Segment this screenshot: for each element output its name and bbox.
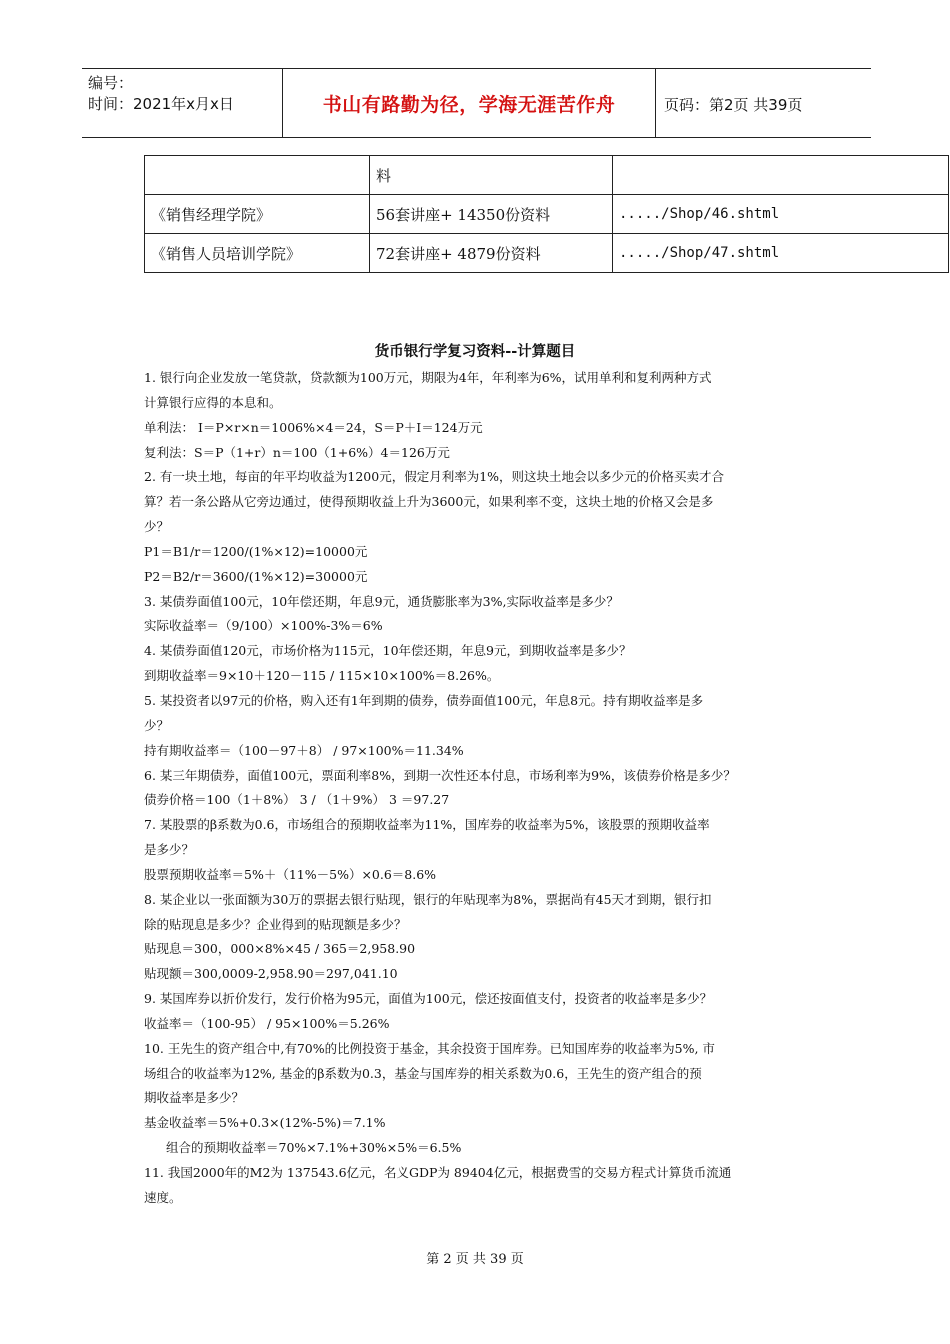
text-line: 场组合的收益率为12%, 基金的β系数为0.3，基金与国库券的相关系数为0.6，王先生的资产组合的预	[144, 1065, 702, 1081]
resource-table	[144, 155, 949, 273]
header-motto-cell	[282, 69, 656, 137]
document-body	[144, 366, 804, 1211]
text-line: 实际收益率＝（9/100）×100%-3%＝6%	[144, 618, 383, 634]
section-title: 货币银行学复习资料--计算题目	[374, 344, 576, 360]
text-line: 少？	[144, 519, 170, 535]
table-cell: 《销售经理学院》	[145, 195, 370, 234]
text-line: P2＝B2/r＝3600/(1%×12)=30000元	[144, 568, 368, 584]
text-line: 3. 某债券面值100元，10年偿还期，年息9元，通货膨胀率为3%,实际收益率是多少？	[144, 593, 619, 609]
text-line: 9. 某国库券以折价发行，发行价格为95元，面值为100元，偿还按面值支付，投资者的收益率是多少？	[144, 991, 713, 1007]
table-row	[145, 156, 949, 195]
text-line: 速度。	[144, 1189, 182, 1205]
table-cell: 56套讲座+ 14350份资料	[370, 195, 613, 234]
text-line: P1＝B1/r＝1200/(1%×12)=10000元	[144, 543, 368, 559]
text-line: 收益率＝（100-95） / 95×100%＝5.26%	[144, 1015, 390, 1031]
text-line: 8. 某企业以一张面额为30万的票据去银行贴现，银行的年贴现率为8%，票据尚有45天才到期，银行扣	[144, 891, 712, 907]
text-line: 5. 某投资者以97元的价格，购入还有1年到期的债券，债券面值100元，年息8元。持有期收益率是多	[144, 692, 704, 708]
text-line: 贴现额＝300,0009-2,958.90＝297,041.10	[144, 966, 398, 982]
text-line: 股票预期收益率＝5%＋（11%－5%）×0.6＝8.6%	[144, 866, 437, 882]
text-line: 债券价格＝100（1＋8%） 3 / （1＋9%） 3 ＝97.27	[144, 792, 450, 808]
page-number-label: 页码：第2页 共39页	[664, 96, 803, 114]
text-line: 期收益率是多少？	[144, 1090, 245, 1106]
text-line: 基金收益率＝5%+0.3×(12%-5%)＝7.1%	[144, 1115, 386, 1131]
text-line: 6. 某三年期债券，面值100元，票面利率8%，到期一次性还本付息，市场利率为9%，该债券价格是多少？	[144, 767, 736, 783]
table-row	[145, 195, 949, 234]
text-line: 2. 有一块土地，每亩的年平均收益为1200元，假定月利率为1%，则这块土地会以多少元的价格买卖才合	[144, 469, 725, 485]
text-line: 持有期收益率＝（100－97＋8） / 97×100%＝11.34%	[144, 742, 464, 758]
page-footer: 第 2 页 共 39 页	[426, 1252, 524, 1267]
text-line: 4. 某债券面值120元，市场价格为115元，10年偿还期，年息9元，到期收益率是多少？	[144, 643, 632, 659]
text-line: 贴现息＝300，000×8%×45 / 365＝2,958.90	[144, 941, 416, 957]
document-number-label: 编号：	[88, 74, 134, 92]
table-cell-link[interactable]: ...../Shop/47.shtml	[613, 234, 949, 273]
table-cell-link[interactable]: ...../Shop/46.shtml	[613, 195, 949, 234]
table-row	[145, 234, 949, 273]
text-line: 7. 某股票的β系数为0.6，市场组合的预期收益率为11%，国库券的收益率为5%，该股票的预期收益率	[144, 817, 710, 833]
table-cell: 72套讲座+ 4879份资料	[370, 234, 613, 273]
table-cell: 《销售人员培训学院》	[145, 234, 370, 273]
text-line: 单利法： I＝P×r×n＝1006%×4＝24，S＝P＋I＝124万元	[144, 419, 483, 435]
text-line: 1. 银行向企业发放一笔贷款，贷款额为100万元，期限为4年，年利率为6%，试用单利和复利两种方式	[144, 370, 712, 385]
table-cell	[613, 156, 949, 195]
header-meta	[88, 73, 234, 115]
text-line: 复利法：S＝P（1+r）n＝100（1+6%）4＝126万元	[144, 444, 450, 460]
text-line: 组合的预期收益率＝70%×7.1%+30%×5%＝6.5%	[166, 1140, 462, 1156]
table-cell: 料	[370, 156, 613, 195]
text-line: 算？若一条公路从它旁边通过，使得预期收益上升为3600元，如果利率不变，这块土地的价格又会是多	[144, 494, 714, 510]
text-line: 计算银行应得的本息和。	[144, 394, 282, 410]
text-line: 是多少？	[144, 842, 195, 858]
date-label: 时间：2021年x月x日	[88, 95, 234, 113]
table-cell	[145, 156, 370, 195]
text-line: 11. 我国2000年的M2为 137543.6亿元，名义GDP为 89404亿元，根据费雪的交易方程式计算货币流通	[144, 1165, 732, 1180]
text-line: 10. 王先生的资产组合中,有70%的比例投资于基金，其余投资于国库券。已知国库券的收益率为5%, 市	[144, 1040, 715, 1056]
motto-text: 书山有路勤为径，学海无涯苦作舟	[322, 93, 616, 116]
text-line: 除的贴现息是多少？企业得到的贴现额是多少？	[144, 916, 407, 932]
page-header	[82, 68, 871, 138]
text-line: 到期收益率＝9×10＋120－115 / 115×10×100%＝8.26%。	[144, 668, 500, 684]
text-line: 少？	[144, 717, 170, 733]
